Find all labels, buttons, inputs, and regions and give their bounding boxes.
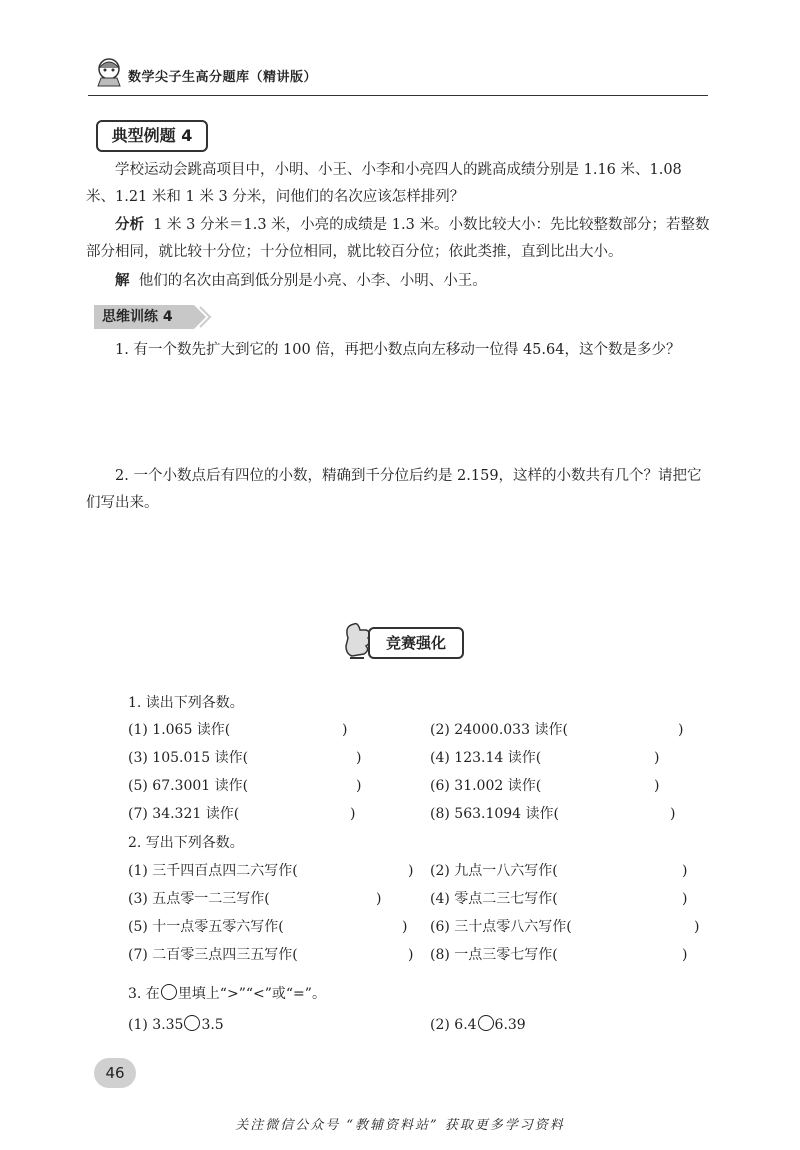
s1-item-4-close: ) (654, 750, 660, 766)
s2-item-1-close: ) (408, 863, 414, 879)
s1-item-6-text: (6) 31.002 读作( (430, 778, 542, 794)
s1-item-4-text: (4) 123.14 读作( (430, 750, 542, 766)
s1-item-1-close: ) (342, 722, 348, 738)
s1-item-2-close: ) (678, 722, 684, 738)
example-solution (86, 268, 714, 295)
s1-item-1-text: (1) 1.065 读作( (128, 722, 231, 738)
s1-item-6-close: ) (654, 778, 660, 794)
s1-item-7-text: (7) 34.321 读作( (128, 806, 240, 822)
section-2-title: 2. 写出下列各数。 (128, 835, 244, 851)
s2-item-6 (430, 917, 572, 937)
s2-item-7 (128, 945, 298, 965)
example-title: 典型例题 4 (96, 120, 208, 152)
competition-badge (340, 618, 464, 662)
solution-text: 他们的名次由高到低分别是小亮、小李、小明、小王。 (138, 273, 487, 289)
s2-item-2-text: (2) 九点一八六写作( (430, 863, 558, 879)
s2-item-5-text: (5) 十一点零五零六写作( (128, 919, 284, 935)
mascot-icon (92, 56, 126, 90)
s2-item-1 (128, 861, 298, 881)
book-title: 数学尖子生高分题库（精讲版） (128, 70, 318, 85)
s2-item-4 (430, 889, 558, 909)
section-3-title (128, 983, 326, 1003)
training-question-2: 2. 一个小数点后有四位的小数，精确到千分位后约是 2.159，这样的小数共有几个？请把它们写出来。 (86, 468, 702, 511)
s2-item-5-close: ) (402, 919, 408, 935)
s2-item-6-close: ) (694, 919, 700, 935)
s1-item-5-text: (5) 67.3001 读作( (128, 778, 249, 794)
arrow-right-icon (194, 305, 218, 329)
blank-circle-icon (161, 984, 177, 1000)
s1-item-1 (128, 720, 230, 740)
s1-item-8-close: ) (670, 806, 676, 822)
example-problem: 学校运动会跳高项目中，小明、小王、小李和小亮四人的跳高成绩分别是 1.16 米、1.08 米、1.21 米和 1 米 3 分米，问他们的名次应该怎样排列？ (86, 162, 682, 205)
s2-item-7-text: (7) 二百零三点四三五写作( (128, 947, 298, 963)
s2-item-8-text: (8) 一点三零七写作( (430, 947, 558, 963)
analysis-text: 1 米 3 分米＝1.3 米，小亮的成绩是 1.3 米。小数比较大小：先比较整数部分；若整数部分相同，就比较十分位；十分位相同，就比较百分位；依此类推，直到比出大小。 (86, 217, 710, 260)
s2-item-7-close: ) (408, 947, 414, 963)
s1-item-4 (430, 748, 541, 768)
s2-item-3 (128, 889, 270, 909)
s1-item-8 (430, 804, 559, 824)
solution-label: 解 (115, 273, 130, 289)
s1-item-3-close: ) (356, 750, 362, 766)
s2-item-1-text: (1) 三千四百点四二六写作( (128, 863, 298, 879)
s1-item-8-text: (8) 563.1094 读作( (430, 806, 559, 822)
blank-circle-icon (478, 1015, 494, 1031)
s2-item-4-close: ) (682, 891, 688, 907)
header-divider (88, 95, 708, 96)
s2-item-5 (128, 917, 284, 937)
analysis-label: 分析 (115, 217, 144, 233)
training-title: 思维训练 4 (94, 305, 194, 329)
s3-item-1-left: (1) 3.35 (128, 1017, 184, 1033)
example-analysis (86, 212, 714, 266)
page-number: 46 (94, 1058, 136, 1088)
s2-item-8-close: ) (682, 947, 688, 963)
s1-item-5 (128, 776, 248, 796)
s1-item-2 (430, 720, 568, 740)
training-question-1: 1. 有一个数先扩大到它的 100 倍，再把小数点向左移动一位得 45.64，这个数是多少？ (115, 342, 681, 358)
s3-item-2 (430, 1015, 526, 1035)
footer-note: 关注微信公众号 “教辅资料站” 获取更多学习资料 (235, 1118, 565, 1133)
s2-item-6-text: (6) 三十点零八六写作( (430, 919, 572, 935)
s1-item-7 (128, 804, 239, 824)
s2-item-8 (430, 945, 558, 965)
s3-item-2-left: (2) 6.4 (430, 1017, 477, 1033)
blank-circle-icon (184, 1015, 200, 1031)
s1-item-5-close: ) (356, 778, 362, 794)
s1-item-3 (128, 748, 248, 768)
s1-item-3-text: (3) 105.015 读作( (128, 750, 249, 766)
s3-item-1-right: 3.5 (201, 1017, 224, 1033)
s1-item-2-text: (2) 24000.033 读作( (430, 722, 568, 738)
s2-item-4-text: (4) 零点二三七写作( (430, 891, 558, 907)
s2-item-3-text: (3) 五点零一二三写作( (128, 891, 270, 907)
s3-title-end: 里填上“>”“<”或“=”。 (177, 986, 326, 1002)
s2-item-2-close: ) (682, 863, 688, 879)
s3-item-2-right: 6.39 (494, 1017, 526, 1033)
s2-item-3-close: ) (376, 891, 382, 907)
s1-item-7-close: ) (350, 806, 356, 822)
competition-title: 竞赛强化 (368, 627, 464, 659)
s3-item-1 (128, 1015, 224, 1035)
section-1-title: 1. 读出下列各数。 (128, 695, 244, 711)
s3-title-start: 3. 在 (128, 986, 160, 1002)
s1-item-6 (430, 776, 541, 796)
s2-item-2 (430, 861, 558, 881)
